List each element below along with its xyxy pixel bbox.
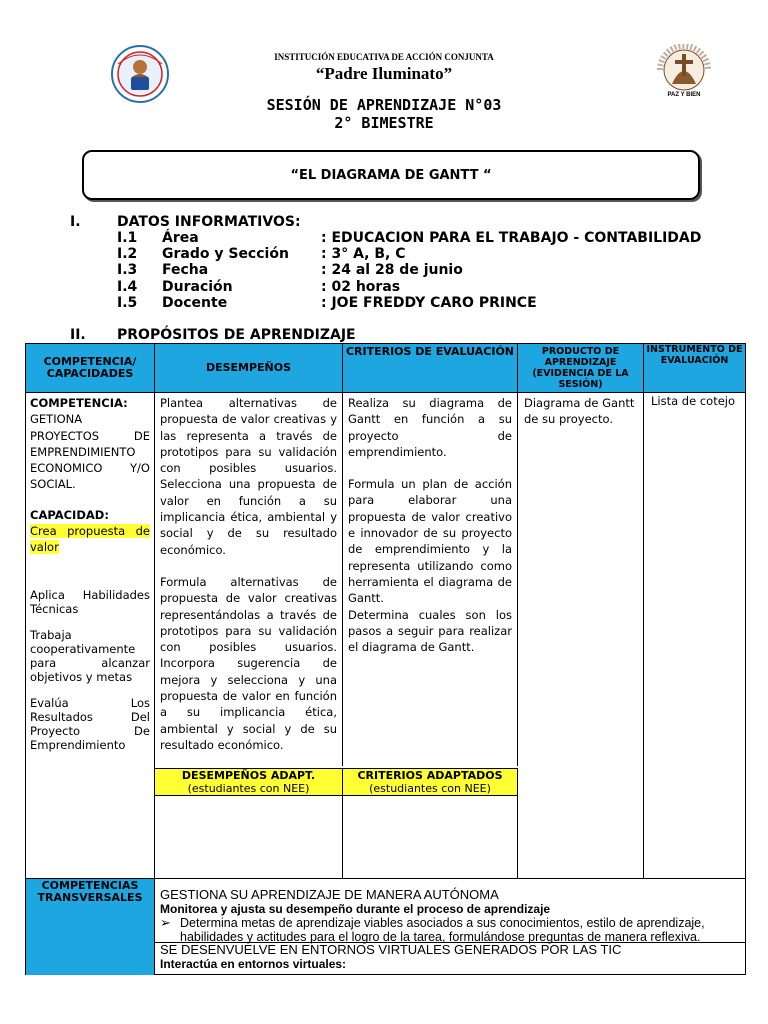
section2-number: II. (70, 327, 86, 343)
header-desempenos: DESEMPEÑOS (155, 344, 343, 393)
criterio-paragraph: Determina cuales son los pasos a seguir para realizar el diagrama de Gantt. (348, 607, 512, 655)
info-label: Área (162, 230, 199, 246)
competencia-cell (26, 393, 155, 879)
capacidad-item: Trabaja cooperativamente para alcanzar objetivos y metas (30, 627, 150, 684)
instrumento-text: Lista de cotejo (651, 394, 736, 408)
info-value: : JOE FREDDY CARO PRINCE (321, 295, 537, 311)
transversal-comp2 (155, 943, 745, 975)
capacidad-text: Crea propuesta de valor (30, 524, 150, 555)
producto-cell (518, 393, 644, 879)
section2-title: PROPÓSITOS DE APRENDIZAJE (117, 327, 356, 343)
info-value: : EDUCACION PARA EL TRABAJO - CONTABILIDAD (321, 230, 702, 246)
info-row-area (117, 230, 737, 246)
transversal-comp1-bullet: Determina metas de aprendizaje viables asociados a sus conocimientos, estilo de aprendizaje, habilidades y actitudes para el logro de la tarea, formulándose preguntas de manera reflexiva. (180, 916, 705, 944)
header-competencia: COMPETENCIA/ CAPACIDADES (26, 344, 155, 393)
session-title: SESIÓN DE APRENDIZAJE N°03 (266, 96, 502, 114)
competencia-text: GETIONA PROYECTOS DE EMPRENDIMIENTO ECONOMICO Y/O SOCIAL. (30, 412, 150, 492)
info-num: I.5 (117, 295, 138, 311)
topic-box (82, 150, 700, 200)
info-num: I.1 (117, 230, 138, 246)
header-producto: PRODUCTO DE APRENDIZAJE (EVIDENCIA DE LA SESIÓN) (518, 344, 644, 393)
info-row-fecha (117, 262, 737, 278)
desempeno-paragraph: Formula alternativas de propuesta de valor creativas representándolas a través de prototipos para su validación con posibles usuarios. Incorpora sugerencia de mejora y selecciona y una propuesta de valor en función a su implicancia ética, ambiental y social y de su resultado económico. (160, 574, 337, 752)
transversal-comp1-sub: Monitorea y ajusta su desempeño durante el proceso de aprendizaje (160, 902, 551, 916)
info-value: : 3° A, B, C (321, 246, 406, 262)
criterios-adapted-sub: (estudiantes con NEE) (369, 782, 491, 795)
producto-text: Diagrama de Gantt de su proyecto. (524, 396, 635, 427)
desempenos-adapted-sub: (estudiantes con NEE) (187, 782, 310, 795)
info-row-docente (117, 295, 737, 311)
institution-line: INSTITUCIÓN EDUCATIVA DE ACCIÓN CONJUNTA (274, 52, 494, 62)
seal-caption: PAZ Y BIEN (667, 92, 701, 98)
topic-title: “EL DIAGRAMA DE GANTT “ (290, 167, 492, 183)
header-criterios: CRITERIOS DE EVALUACIÓN (343, 344, 518, 393)
header-instrumento: INSTRUMENTO DE EVALUACIÓN (644, 344, 745, 393)
desempenos-cell (155, 393, 343, 766)
arrow-bullet-icon: ➢ (160, 915, 171, 930)
bimester: 2° BIMESTRE (334, 114, 434, 132)
capacidad-label: CAPACIDAD: (30, 507, 109, 522)
criterios-adapted-title: CRITERIOS ADAPTADOS (357, 769, 503, 782)
capacidad-item: Evalúa Los Resultados Del Proyecto De Emprendimiento (30, 695, 150, 752)
transversal-comp1-title: GESTIONA SU APRENDIZAJE DE MANERA AUTÓNOMA (160, 887, 499, 902)
info-label: Fecha (162, 262, 209, 278)
info-value: : 02 horas (321, 279, 401, 295)
criterios-adapted-empty (343, 796, 518, 879)
section1-title: DATOS INFORMATIVOS: (117, 214, 301, 230)
criterios-cell (343, 393, 518, 766)
capacidad-item: Aplica Habilidades Técnicas (30, 587, 150, 616)
transversal-comp1 (155, 879, 745, 943)
info-value: : 24 al 28 de junio (321, 262, 463, 278)
transversal-comp2-title: SE DESENVUELVE EN ENTORNOS VIRTUALES GENERADOS POR LAS TIC (160, 942, 622, 957)
learning-purposes-table (25, 343, 746, 975)
desempenos-adapted-band (155, 768, 343, 796)
section1-number: I. (70, 214, 81, 230)
info-num: I.2 (117, 246, 138, 262)
transversal-comp2-sub: Interactúa en entornos virtuales: (160, 957, 347, 971)
transversales-header: COMPETENCIAS TRANSVERSALES (26, 879, 155, 975)
info-num: I.4 (117, 279, 138, 295)
competencia-label: COMPETENCIA: (30, 396, 128, 410)
info-label: Docente (162, 295, 228, 311)
criterio-paragraph: Realiza su diagrama de Gantt en función a su proyecto de emprendimiento. (348, 396, 512, 459)
transversal-comp1-bullet-row (160, 916, 741, 944)
info-row-grado (117, 246, 737, 262)
desempenos-adapted-empty (155, 796, 343, 879)
desempeno-paragraph: Plantea alternativas de propuesta de valor creativas y las representa a través de prototipos para su validación con posibles usuarios. Selecciona una propuesta de valor en función a su implicancia ética, ambiental y social y de su resultado económico. (160, 396, 337, 557)
desempenos-adapted-title: DESEMPEÑOS ADAPT. (181, 769, 316, 782)
criterio-paragraph: Formula un plan de acción para elaborar una propuesta de valor creativo e innovador de su proyecto de emprendimiento y la representa utilizando como herramienta el diagrama de Gantt. (348, 477, 512, 606)
criterios-adapted-band (343, 768, 518, 796)
info-label: Grado y Sección (162, 246, 289, 262)
info-row-duracion (117, 279, 737, 295)
info-label: Duración (162, 279, 233, 295)
info-num: I.3 (117, 262, 138, 278)
instrumento-cell (644, 393, 745, 879)
institution-name: “Padre Iluminato” (315, 64, 453, 83)
